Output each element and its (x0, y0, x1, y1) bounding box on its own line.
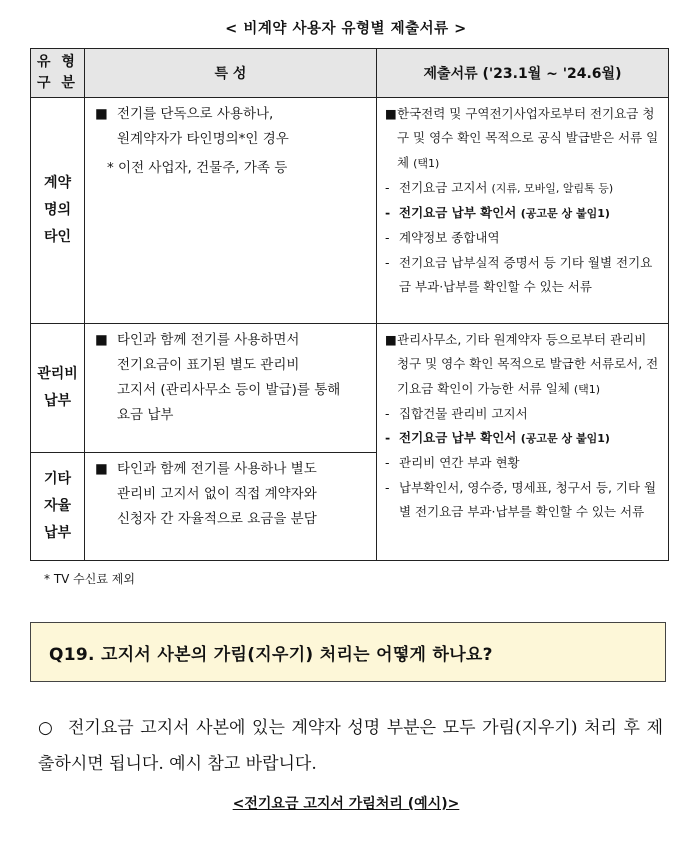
list-item: - 계약정보 종합내역 (385, 226, 662, 250)
doc-item-sub: (지류, 모바일, 알림톡 등) (491, 181, 614, 195)
feature-line: 관리비 고지서 없이 직접 계약자와 (117, 486, 317, 502)
doc-item-main: 납부확인서, 영수증, 명세표, 청구서 등, 기타 월별 전기요금 부과·납부를 확인할 수 있는 서류 (399, 479, 657, 520)
row-feature-cell (85, 98, 377, 324)
square-bullet-icon: ■ (95, 461, 108, 477)
feature-line: 요금 납부 (117, 407, 174, 423)
row-feature-cell (85, 453, 377, 561)
docs-lead-text: 한국전력 및 구역전기사업자로부터 전기요금 청구 및 영수 확인 목적으로 공식 발급받은 서류 일체 (397, 106, 659, 170)
page-title: < 비계약 사용자 유형별 제출서류 > (225, 21, 467, 37)
list-item: - 전기요금 고지서 (지류, 모바일, 알림톡 등) (385, 179, 614, 195)
table-header-row (31, 49, 669, 98)
row-type-line: 기타 (43, 471, 72, 487)
row-documents-cell (377, 98, 669, 324)
docs-lead-tag: (택1) (573, 382, 601, 396)
list-item: - 전기요금 납부실적 증명서 등 기타 월별 전기요금 부과·납부를 확인할 수 있는 서류 (385, 251, 662, 300)
header-type-line1: 유 형 (37, 54, 78, 70)
doc-item-main: 전기요금 납부 확인서 (399, 205, 517, 221)
feature-line: 원계약자가 타인명의*인 경우 (117, 131, 289, 147)
row-type-other-voluntary (31, 453, 85, 561)
square-bullet-icon: ■ (385, 332, 397, 347)
row-documents-cell (377, 324, 669, 561)
row-type-line: 명의 (43, 202, 72, 218)
feature-line: 고지서 (관리사무소 등이 발급)를 통해 (117, 382, 341, 398)
doc-item-main: 전기요금 고지서 (399, 179, 488, 195)
feature-line: 전기요금이 표기된 별도 관리비 (117, 357, 300, 373)
row-feature-cell (85, 324, 377, 453)
list-item: - 전기요금 납부 확인서 (공고문 상 붙임1) (385, 205, 610, 221)
list-item: - 납부확인서, 영수증, 명세표, 청구서 등, 기타 월별 전기요금 부과·납부를 확인할 수 있는 서류 (385, 476, 662, 525)
square-bullet-icon: ■ (95, 332, 108, 348)
docs-lead-text: 관리사무소, 기타 원계약자 등으로부터 관리비 청구 및 영수 확인 목적으로 발급한 서류로서, 전기요금 확인이 가능한 서류 일체 (397, 332, 659, 396)
table-footnote: * TV 수신료 제외 (44, 572, 135, 586)
doc-item-sub: (공고문 상 붙임1) (520, 432, 610, 446)
required-documents-table (30, 48, 669, 561)
answer-text: 전기요금 고지서 사본에 있는 계약자 성명 부분은 모두 가림(지우기) 처리 후 제출하시면 됩니다. 예시 참고 바랍니다. (38, 718, 663, 774)
row-type-line: 자율 (43, 498, 72, 514)
doc-item-main: 집합건물 관리비 고지서 (399, 405, 528, 421)
square-bullet-icon: ■ (385, 106, 397, 121)
row-type-contract-other (31, 98, 85, 324)
square-bullet-icon: ■ (95, 106, 108, 122)
row-type-line: 납부 (43, 393, 72, 409)
feature-line: 타인과 함께 전기를 사용하면서 (117, 332, 300, 348)
doc-item-main: 계약정보 종합내역 (399, 230, 500, 246)
row-type-line: 관리비 (37, 366, 78, 382)
row-type-line: 납부 (43, 525, 72, 541)
row-type-line: 계약 (43, 175, 72, 191)
row-type-management-fee (31, 324, 85, 453)
doc-item-sub: (공고문 상 붙임1) (520, 207, 610, 221)
header-documents: 제출서류 ('23.1월 ~ '24.6월) (377, 49, 669, 98)
feature-line: 신청자 간 자율적으로 요금을 분담 (117, 511, 317, 527)
doc-item-main: 관리비 연간 부과 현황 (399, 455, 520, 471)
example-caption: <전기요금 고지서 가림처리 (예시)> (232, 796, 460, 812)
header-type-line2: 구 분 (37, 75, 78, 91)
doc-item-main: 전기요금 납부실적 증명서 등 기타 월별 전기요금 부과·납부를 확인할 수 있는 서류 (399, 254, 653, 295)
answer-paragraph (38, 710, 663, 782)
list-item: - 전기요금 납부 확인서 (공고문 상 붙임1) (385, 430, 610, 446)
row-type-line: 타인 (43, 229, 72, 245)
list-item: - 집합건물 관리비 고지서 (385, 402, 662, 426)
circle-bullet-icon: ○ (38, 718, 53, 738)
table-row (31, 324, 669, 453)
header-type (31, 49, 85, 98)
list-item: - 관리비 연간 부과 현황 (385, 451, 662, 475)
feature-line: 전기를 단독으로 사용하나, (117, 106, 274, 122)
question-box (30, 622, 666, 682)
feature-note: * 이전 사업자, 건물주, 가족 등 (107, 160, 288, 176)
feature-line: 타인과 함께 전기를 사용하나 별도 (117, 461, 317, 477)
header-feature: 특 성 (85, 49, 377, 98)
table-row (31, 98, 669, 324)
question-title: Q19. 고지서 사본의 가림(지우기) 처리는 어떻게 하나요? (49, 644, 493, 665)
doc-item-main: 전기요금 납부 확인서 (399, 430, 517, 446)
docs-lead-tag: (택1) (413, 156, 440, 170)
